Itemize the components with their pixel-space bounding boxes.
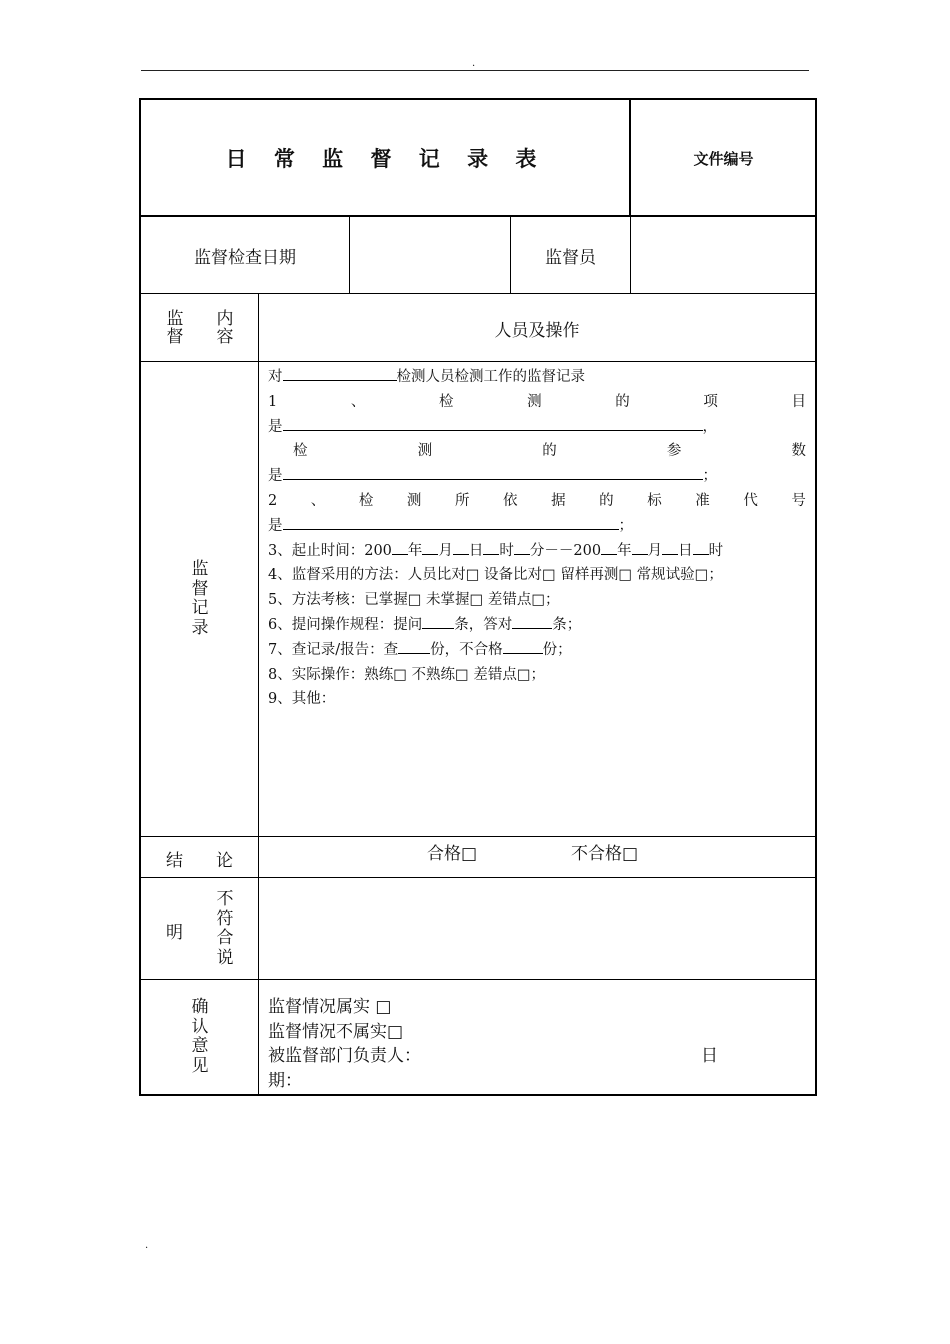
record-l1-prefix: 对 bbox=[268, 369, 283, 385]
supervisor-field[interactable] bbox=[631, 217, 815, 293]
conclusion-label-2: 论 bbox=[216, 851, 233, 871]
record-line-10-assessment[interactable]: 5、方法考核：已掌握□ 未掌握□ 差错点□； bbox=[268, 592, 560, 609]
end-month-blank[interactable] bbox=[632, 539, 648, 555]
table-border-right bbox=[815, 98, 817, 1096]
doc-number-label: 文件编号 bbox=[693, 149, 754, 168]
start-month-blank[interactable] bbox=[422, 539, 438, 555]
table-border-bottom bbox=[139, 1094, 817, 1096]
header-dot: . bbox=[472, 58, 476, 69]
record-line-14-other: 9、其他： bbox=[268, 691, 336, 708]
test-param-blank[interactable] bbox=[283, 464, 703, 480]
end-year-blank[interactable] bbox=[601, 539, 617, 555]
test-item-blank[interactable] bbox=[283, 415, 703, 431]
table-line-5 bbox=[139, 877, 817, 878]
record-line-8: 3、起止时间：200 年 月 日 时 分－－200 年 月 日 时 bbox=[268, 539, 806, 564]
record-line-4: 检 测 的 参 数 bbox=[293, 443, 806, 460]
record-line-1 bbox=[268, 365, 806, 390]
table-line-6 bbox=[139, 979, 817, 980]
content-value: 人员及操作 bbox=[494, 320, 580, 341]
supervisor-label: 监督员 bbox=[545, 247, 596, 268]
start-year-blank[interactable] bbox=[392, 539, 408, 555]
record-l1-text: 检测人员检测工作的监督记录 bbox=[396, 369, 585, 385]
record-label: 监督记录 bbox=[191, 559, 209, 638]
record-line-12: 7、查记录/报告：查 份，不合格 份； bbox=[268, 638, 806, 663]
conclusion-fail-checkbox[interactable]: 不合格□ bbox=[571, 844, 639, 864]
form-title: 日 常 监 督 记 录 表 bbox=[225, 147, 547, 171]
content-label-col2: 内容 bbox=[216, 309, 234, 347]
table-line-2 bbox=[139, 293, 817, 294]
record-line-2: 1 、 检 测 的 项 目 bbox=[268, 393, 806, 410]
confirm-label: 确认意见 bbox=[191, 997, 209, 1076]
end-day-blank[interactable] bbox=[662, 539, 678, 555]
confirm-true-checkbox[interactable]: 监督情况属实 □ bbox=[268, 997, 392, 1017]
record-line-13-operation[interactable]: 8、实际操作：熟练□ 不熟练□ 差错点□； bbox=[268, 666, 546, 683]
records-failed-blank[interactable] bbox=[503, 638, 543, 654]
standard-code-blank[interactable] bbox=[283, 514, 619, 530]
start-minute-blank[interactable] bbox=[514, 539, 530, 555]
inspection-date-field[interactable] bbox=[350, 217, 510, 293]
header-rule bbox=[141, 70, 809, 71]
inspection-date-label: 监督检查日期 bbox=[194, 247, 296, 268]
responsible-person-label: 被监督部门负责人： bbox=[268, 1046, 421, 1066]
nonconform-label-2: 不符合说 bbox=[216, 889, 234, 968]
start-day-blank[interactable] bbox=[453, 539, 469, 555]
conclusion-label-1: 结 bbox=[166, 851, 183, 871]
table-line-4 bbox=[139, 836, 817, 837]
questions-correct-blank[interactable] bbox=[512, 613, 552, 629]
end-hour-blank[interactable] bbox=[693, 539, 709, 555]
record-line-9-methods[interactable]: 4、监督采用的方法：人员比对□ 设备比对□ 留样再测□ 常规试验□； bbox=[268, 567, 723, 584]
records-checked-blank[interactable] bbox=[398, 638, 430, 654]
date-label-period: 期： bbox=[268, 1070, 302, 1091]
confirm-responsible-line bbox=[268, 1044, 718, 1069]
table-line-3 bbox=[139, 361, 817, 362]
confirm-body bbox=[268, 995, 808, 1093]
questions-asked-blank[interactable] bbox=[422, 613, 454, 629]
record-line-7: 是 ； bbox=[268, 514, 806, 539]
record-line-6: 2 、 检 测 所 依 据 的 标 准 代 号 bbox=[268, 492, 806, 509]
record-line-3: 是 ， bbox=[268, 415, 806, 440]
date-label-day: 日 bbox=[701, 1046, 718, 1066]
nonconform-label-1: 明 bbox=[166, 923, 183, 943]
record-body[interactable] bbox=[268, 365, 806, 712]
content-label-col1: 监督 bbox=[166, 309, 184, 347]
start-hour-blank[interactable] bbox=[483, 539, 499, 555]
nonconform-field[interactable] bbox=[259, 879, 815, 979]
item-blank[interactable] bbox=[283, 365, 397, 381]
record-line-11: 6、提问操作规程：提问 条，答对 条； bbox=[268, 613, 806, 638]
conclusion-pass-checkbox[interactable]: 合格□ bbox=[427, 844, 478, 864]
confirm-false-checkbox[interactable]: 监督情况不属实□ bbox=[268, 1021, 404, 1042]
record-line-5: 是 ； bbox=[268, 464, 806, 489]
footer-dot: . bbox=[145, 1240, 149, 1251]
